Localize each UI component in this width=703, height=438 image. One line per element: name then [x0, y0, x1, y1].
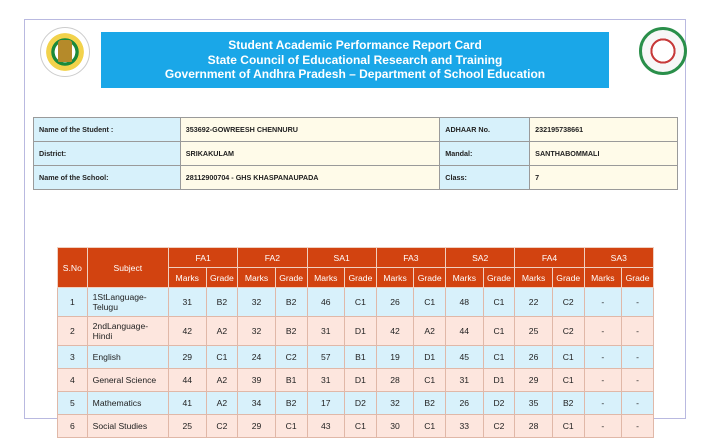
grade-cell: C1	[275, 415, 307, 438]
student-info-table	[33, 117, 678, 190]
grade-cell: C1	[483, 346, 515, 369]
grade-cell: D1	[483, 369, 515, 392]
grade-cell: B2	[552, 392, 584, 415]
grade-cell: C1	[414, 369, 446, 392]
grade-cell: A2	[206, 392, 238, 415]
assessment-header: FA3	[376, 248, 445, 268]
grade-cell: -	[622, 415, 654, 438]
grade-cell: -	[622, 288, 654, 317]
marks-header: Marks	[584, 268, 622, 288]
marks-table	[57, 247, 654, 438]
grade-cell: D1	[414, 346, 446, 369]
assessment-header: FA1	[169, 248, 238, 268]
marks-cell: 32	[238, 317, 276, 346]
subject-header: Subject	[87, 248, 168, 288]
marks-cell: 25	[169, 415, 207, 438]
marks-cell: 30	[376, 415, 414, 438]
grade-cell: C1	[414, 288, 446, 317]
subject-name: English	[92, 352, 121, 362]
subject-cell	[87, 288, 168, 317]
subject-cell	[87, 415, 168, 438]
assessment-header: FA4	[515, 248, 584, 268]
info-row	[34, 166, 678, 190]
marks-cell: 24	[238, 346, 276, 369]
grade-cell: C2	[275, 346, 307, 369]
marks-cell: -	[584, 369, 622, 392]
marks-cell: 26	[515, 346, 553, 369]
marks-cell: 28	[515, 415, 553, 438]
table-row	[58, 415, 654, 438]
grade-cell: D2	[483, 392, 515, 415]
district-value: SRIKAKULAM	[180, 142, 440, 166]
grade-cell: C2	[552, 288, 584, 317]
table-row	[58, 317, 654, 346]
subject-name-cont: Telugu	[92, 302, 118, 312]
marks-cell: 26	[376, 288, 414, 317]
mandal-value: SANTHABOMMALI	[530, 142, 678, 166]
marks-cell: 26	[446, 392, 484, 415]
grade-header: Grade	[414, 268, 446, 288]
grade-cell: B2	[275, 392, 307, 415]
marks-cell: 34	[238, 392, 276, 415]
marks-cell: 32	[376, 392, 414, 415]
marks-cell: -	[584, 346, 622, 369]
ap-government-emblem-icon	[40, 27, 90, 77]
subject-name-cont: Hindi	[92, 331, 113, 341]
marks-cell: 32	[238, 288, 276, 317]
class-label: Class:	[440, 166, 530, 190]
marks-cell: 28	[376, 369, 414, 392]
subject-name: 1StLanguage-	[92, 292, 147, 302]
grade-cell: -	[622, 317, 654, 346]
marks-cell: 42	[169, 317, 207, 346]
table-row	[58, 369, 654, 392]
marks-cell: 44	[169, 369, 207, 392]
grade-cell: D2	[345, 392, 377, 415]
marks-cell: -	[584, 392, 622, 415]
grade-cell: B1	[345, 346, 377, 369]
grade-header: Grade	[206, 268, 238, 288]
grade-cell: A2	[414, 317, 446, 346]
grade-cell: C1	[483, 288, 515, 317]
marks-cell: 31	[307, 317, 345, 346]
subject-name: Social Studies	[92, 421, 148, 431]
grade-cell: B2	[275, 288, 307, 317]
grade-cell: D1	[345, 317, 377, 346]
grade-header: Grade	[275, 268, 307, 288]
marks-cell: 22	[515, 288, 553, 317]
grade-cell: C2	[483, 415, 515, 438]
class-value: 7	[530, 166, 678, 190]
assessment-header-row	[58, 248, 654, 268]
marks-header: Marks	[238, 268, 276, 288]
marks-header: Marks	[169, 268, 207, 288]
subject-cell	[87, 317, 168, 346]
assessment-header: SA2	[446, 248, 515, 268]
grade-header: Grade	[552, 268, 584, 288]
sno-cell: 4	[58, 369, 88, 392]
marks-cell: 42	[376, 317, 414, 346]
subject-cell	[87, 369, 168, 392]
grade-header: Grade	[483, 268, 515, 288]
subject-name: 2ndLanguage-	[92, 321, 149, 331]
grade-cell: B2	[414, 392, 446, 415]
title-line-3: Government of Andhra Pradesh – Department of School Education	[164, 67, 546, 81]
marks-cell: 35	[515, 392, 553, 415]
grade-cell: C1	[552, 346, 584, 369]
sno-cell: 3	[58, 346, 88, 369]
assessment-header: SA1	[307, 248, 376, 268]
district-label: District:	[34, 142, 181, 166]
marks-cell: -	[584, 415, 622, 438]
subject-cell	[87, 346, 168, 369]
school-label: Name of the School:	[34, 166, 181, 190]
sno-cell: 2	[58, 317, 88, 346]
subject-cell	[87, 392, 168, 415]
title-line-2: State Council of Educational Research and Training	[207, 52, 503, 67]
grade-cell: C2	[552, 317, 584, 346]
grade-cell: -	[622, 392, 654, 415]
aadhaar-value: 232195738661	[530, 118, 678, 142]
marks-cell: 29	[238, 415, 276, 438]
marks-cell: 57	[307, 346, 345, 369]
student-name-label: Name of the Student :	[34, 118, 181, 142]
marks-header: Marks	[446, 268, 484, 288]
grade-cell: C1	[552, 415, 584, 438]
marks-cell: 43	[307, 415, 345, 438]
grade-cell: -	[622, 346, 654, 369]
grade-cell: B2	[275, 317, 307, 346]
grade-cell: A2	[206, 317, 238, 346]
grade-header: Grade	[622, 268, 654, 288]
grade-cell: B1	[275, 369, 307, 392]
info-row	[34, 142, 678, 166]
subject-name: General Science	[92, 375, 157, 385]
scert-seal-icon	[639, 27, 687, 75]
subject-name: Mathematics	[92, 398, 142, 408]
marks-cell: 29	[169, 346, 207, 369]
marks-header: Marks	[307, 268, 345, 288]
title-line-1: Student Academic Performance Report Card	[228, 38, 482, 52]
aadhaar-label: ADHAAR No.	[440, 118, 530, 142]
marks-cell: 29	[515, 369, 553, 392]
grade-cell: C1	[345, 415, 377, 438]
student-name-value: 353692-GOWREESH CHENNURU	[180, 118, 440, 142]
grade-cell: -	[622, 369, 654, 392]
grade-cell: C2	[206, 415, 238, 438]
mandal-label: Mandal:	[440, 142, 530, 166]
marks-cell: 45	[446, 346, 484, 369]
marks-cell: 17	[307, 392, 345, 415]
sno-cell: 6	[58, 415, 88, 438]
assessment-header: SA3	[584, 248, 653, 268]
grade-header: Grade	[345, 268, 377, 288]
grade-cell: C1	[483, 317, 515, 346]
table-row	[58, 392, 654, 415]
sno-cell: 5	[58, 392, 88, 415]
table-row	[58, 346, 654, 369]
marks-cell: 33	[446, 415, 484, 438]
marks-cell: 31	[169, 288, 207, 317]
marks-header: Marks	[376, 268, 414, 288]
marks-cell: -	[584, 317, 622, 346]
sno-cell: 1	[58, 288, 88, 317]
grade-cell: D1	[345, 369, 377, 392]
grade-cell: C1	[345, 288, 377, 317]
marks-cell: 44	[446, 317, 484, 346]
table-row	[58, 288, 654, 317]
marks-cell: -	[584, 288, 622, 317]
grade-cell: C1	[206, 346, 238, 369]
marks-cell: 25	[515, 317, 553, 346]
grade-cell: B2	[206, 288, 238, 317]
marks-cell: 48	[446, 288, 484, 317]
grade-cell: C1	[414, 415, 446, 438]
marks-cell: 31	[446, 369, 484, 392]
info-row	[34, 118, 678, 142]
assessment-header: FA2	[238, 248, 307, 268]
marks-cell: 41	[169, 392, 207, 415]
report-title-banner	[101, 32, 609, 88]
marks-cell: 39	[238, 369, 276, 392]
grade-cell: A2	[206, 369, 238, 392]
marks-cell: 31	[307, 369, 345, 392]
marks-cell: 19	[376, 346, 414, 369]
grade-cell: C1	[552, 369, 584, 392]
marks-header: Marks	[515, 268, 553, 288]
marks-cell: 46	[307, 288, 345, 317]
school-value: 28112900704 - GHS KHASPANAUPADA	[180, 166, 440, 190]
sno-header: S.No	[58, 248, 88, 288]
